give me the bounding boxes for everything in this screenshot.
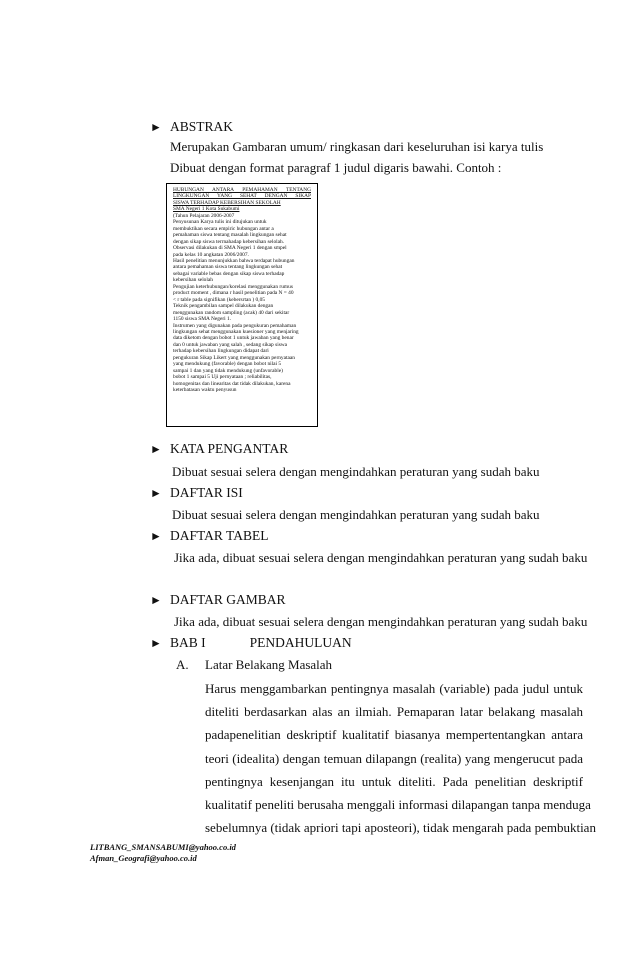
example-body-line: dan 0 untuk jawaban yang salah , sedang sikap siswa <box>173 341 288 348</box>
bullet-arrow-icon: ► <box>150 529 162 543</box>
bullet-arrow-icon: ► <box>150 120 162 134</box>
example-body-line: product moment , dimana r hasil penelitian pada N = 40 <box>173 290 294 297</box>
daftar-tabel-heading: ► DAFTAR TABEL <box>150 528 269 543</box>
example-body-line: 1150 siswa SMA Negeri 1. <box>173 316 232 323</box>
subsection-letter: A. <box>176 657 189 672</box>
footer-email-litbang: LITBANG_SMANSABUMI@yahoo.co.id <box>90 842 236 852</box>
abstract-example-box <box>166 183 318 427</box>
example-body-line: pengukuran Sikap Likert yang menggunakan pernyataan <box>173 354 295 361</box>
kata-pengantar-text: Dibuat sesuai selera dengan mengindahkan peraturan yang sudah baku <box>172 464 540 479</box>
example-body-line: Pengujian keterhubungan/korelasi menggunakan rumus <box>173 283 293 290</box>
daftar-tabel-text: Jika ada, dibuat sesuai selera dengan mengindahkan peraturan yang sudah baku <box>174 550 588 565</box>
example-body <box>173 219 311 393</box>
example-body-line: Instrumen yang digunakan pada pengukuran pemahaman <box>173 322 297 329</box>
abstract-format-note: Dibuat dengan format paragraf 1 judul digaris bawahi. Contoh : <box>170 160 502 175</box>
kata-pengantar-heading: ► KATA PENGANTAR <box>150 441 289 456</box>
bab1-label: BAB I <box>170 635 206 650</box>
example-body-line: pada kelas 10 angkatan 2006/2007. <box>173 251 249 258</box>
daftar-isi-heading: ► DAFTAR ISI <box>150 485 243 500</box>
example-body-line: sebagai variable bebas dengan sikap siswa terhadap <box>173 270 285 277</box>
example-body-line: yang mendukung (favorable) dengan bobot nilai 5 <box>173 361 282 368</box>
bab1-paragraph-line: padapenelitian deskriptif kualitatif biasanya mempertentangkan antara <box>205 727 583 742</box>
example-title-line: SISWA TERHADAP KEBERSIHAN SEKOLAH <box>173 199 281 206</box>
bab1-paragraph-line: Harus menggambarkan pentingnya masalah (variable) pada judul untuk <box>205 681 583 696</box>
example-school: SMA Negeri 1 Kota Sukabumi <box>173 206 240 213</box>
example-body-line: keterbatasan waktu penyusun <box>173 387 237 394</box>
example-body-line: Hasil penelitian menunjukkan bahwa terdapat hubungan <box>173 257 295 264</box>
example-body-line: pemahaman siswa tentang masalah lingkungan sehat <box>173 232 287 239</box>
example-body-line: < r table pada signifikan (kebersrtan ) 0,05 <box>173 296 265 303</box>
bab1-paragraph-line: teori (idealita) dengan temuan dilapangn (realita) yang mengerucut pada <box>205 751 583 766</box>
example-body-line: menggunakan random sampling (acak) 40 dari sekitar <box>173 309 290 316</box>
bab1-heading <box>150 635 352 651</box>
example-body-line: sampai 1 dan yang tidak mendukung (unfavorable) <box>173 367 283 374</box>
bab1-paragraph-line: kualitatif peneliti berusaha menggali informasi dilapangan tanpa menduga <box>205 797 591 812</box>
example-body-line: membuktikan secara empiric hubungan antar a <box>173 225 274 232</box>
bab1-paragraph-line: diteliti berdasarkan alas an ilmiah. Pemaparan latar belakang masalah <box>205 704 583 719</box>
example-body-line: lingkungan sehat menggunakan kuesioner yang menjaring <box>173 328 299 335</box>
daftar-gambar-heading: ► DAFTAR GAMBAR <box>150 592 286 607</box>
bab1-title: PENDAHULUAN <box>249 635 352 650</box>
example-body-line: Observasi dilakukan di SMA Negeri 1 dengan smpel <box>173 245 287 252</box>
bullet-arrow-icon: ► <box>150 593 162 607</box>
example-body-line: homogenitas dan linearitas dat tidak dilakukan, karena <box>173 380 291 387</box>
daftar-gambar-text: Jika ada, dibuat sesuai selera dengan mengindahkan peraturan yang sudah baku <box>174 614 588 629</box>
abstract-heading: ► ABSTRAK <box>150 119 234 134</box>
abstract-description: Merupakan Gambaran umum/ ringkasan dari keseluruhan isi karya tulis <box>170 139 544 154</box>
bab1-paragraph-line: sebelumnya (tidak apriori tapi aposteori), tidak mengarah pada pembuktian <box>205 820 596 835</box>
example-body-line: kebersihan selolah <box>173 277 213 284</box>
example-body-line: terhadap kebersihan lingkungan didapat dari <box>173 348 269 355</box>
footer-email-afman: Afman_Geografi@yahoo.co.id <box>90 853 197 863</box>
daftar-isi-text: Dibuat sesuai selera dengan mengindahkan peraturan yang sudah baku <box>172 507 540 522</box>
bullet-arrow-icon: ► <box>150 442 162 456</box>
bab1-paragraph-line: pentingnya kesenjangan itu untuk diteliti. Pada penelitian deskriptif <box>205 774 583 789</box>
example-year: (Tahun Pelajaran 2006-2007 <box>173 212 235 219</box>
example-body-line: Penyusunan Karya tulis ini ditujukan untuk <box>173 219 267 226</box>
example-body-line: Teknik pengambilan sampel dilakukan dengan <box>173 303 274 310</box>
example-body-line: bobot 1 sampai 5 Uji pernyataan ; reliabilitas, <box>173 374 272 381</box>
example-body-line: data diketom dengan bobot 1 untuk jawaban yang benar <box>173 335 294 342</box>
bullet-arrow-icon: ► <box>150 486 162 500</box>
bullet-arrow-icon: ► <box>150 636 162 650</box>
subsection-title: Latar Belakang Masalah <box>205 657 333 672</box>
example-title-line: LINGKUNGAN YANG SEHAT DENGAN SIKAP <box>173 193 311 200</box>
example-body-line: antara pemahaman siswa tentang lingkungan sehat <box>173 264 283 271</box>
example-title-line: HUBUNGAN ANTARA PEMAHAMAN TENTANG <box>173 187 311 193</box>
example-body-line: dengan sikap siswa terrnahadap kebersihan selolah. <box>173 238 285 245</box>
